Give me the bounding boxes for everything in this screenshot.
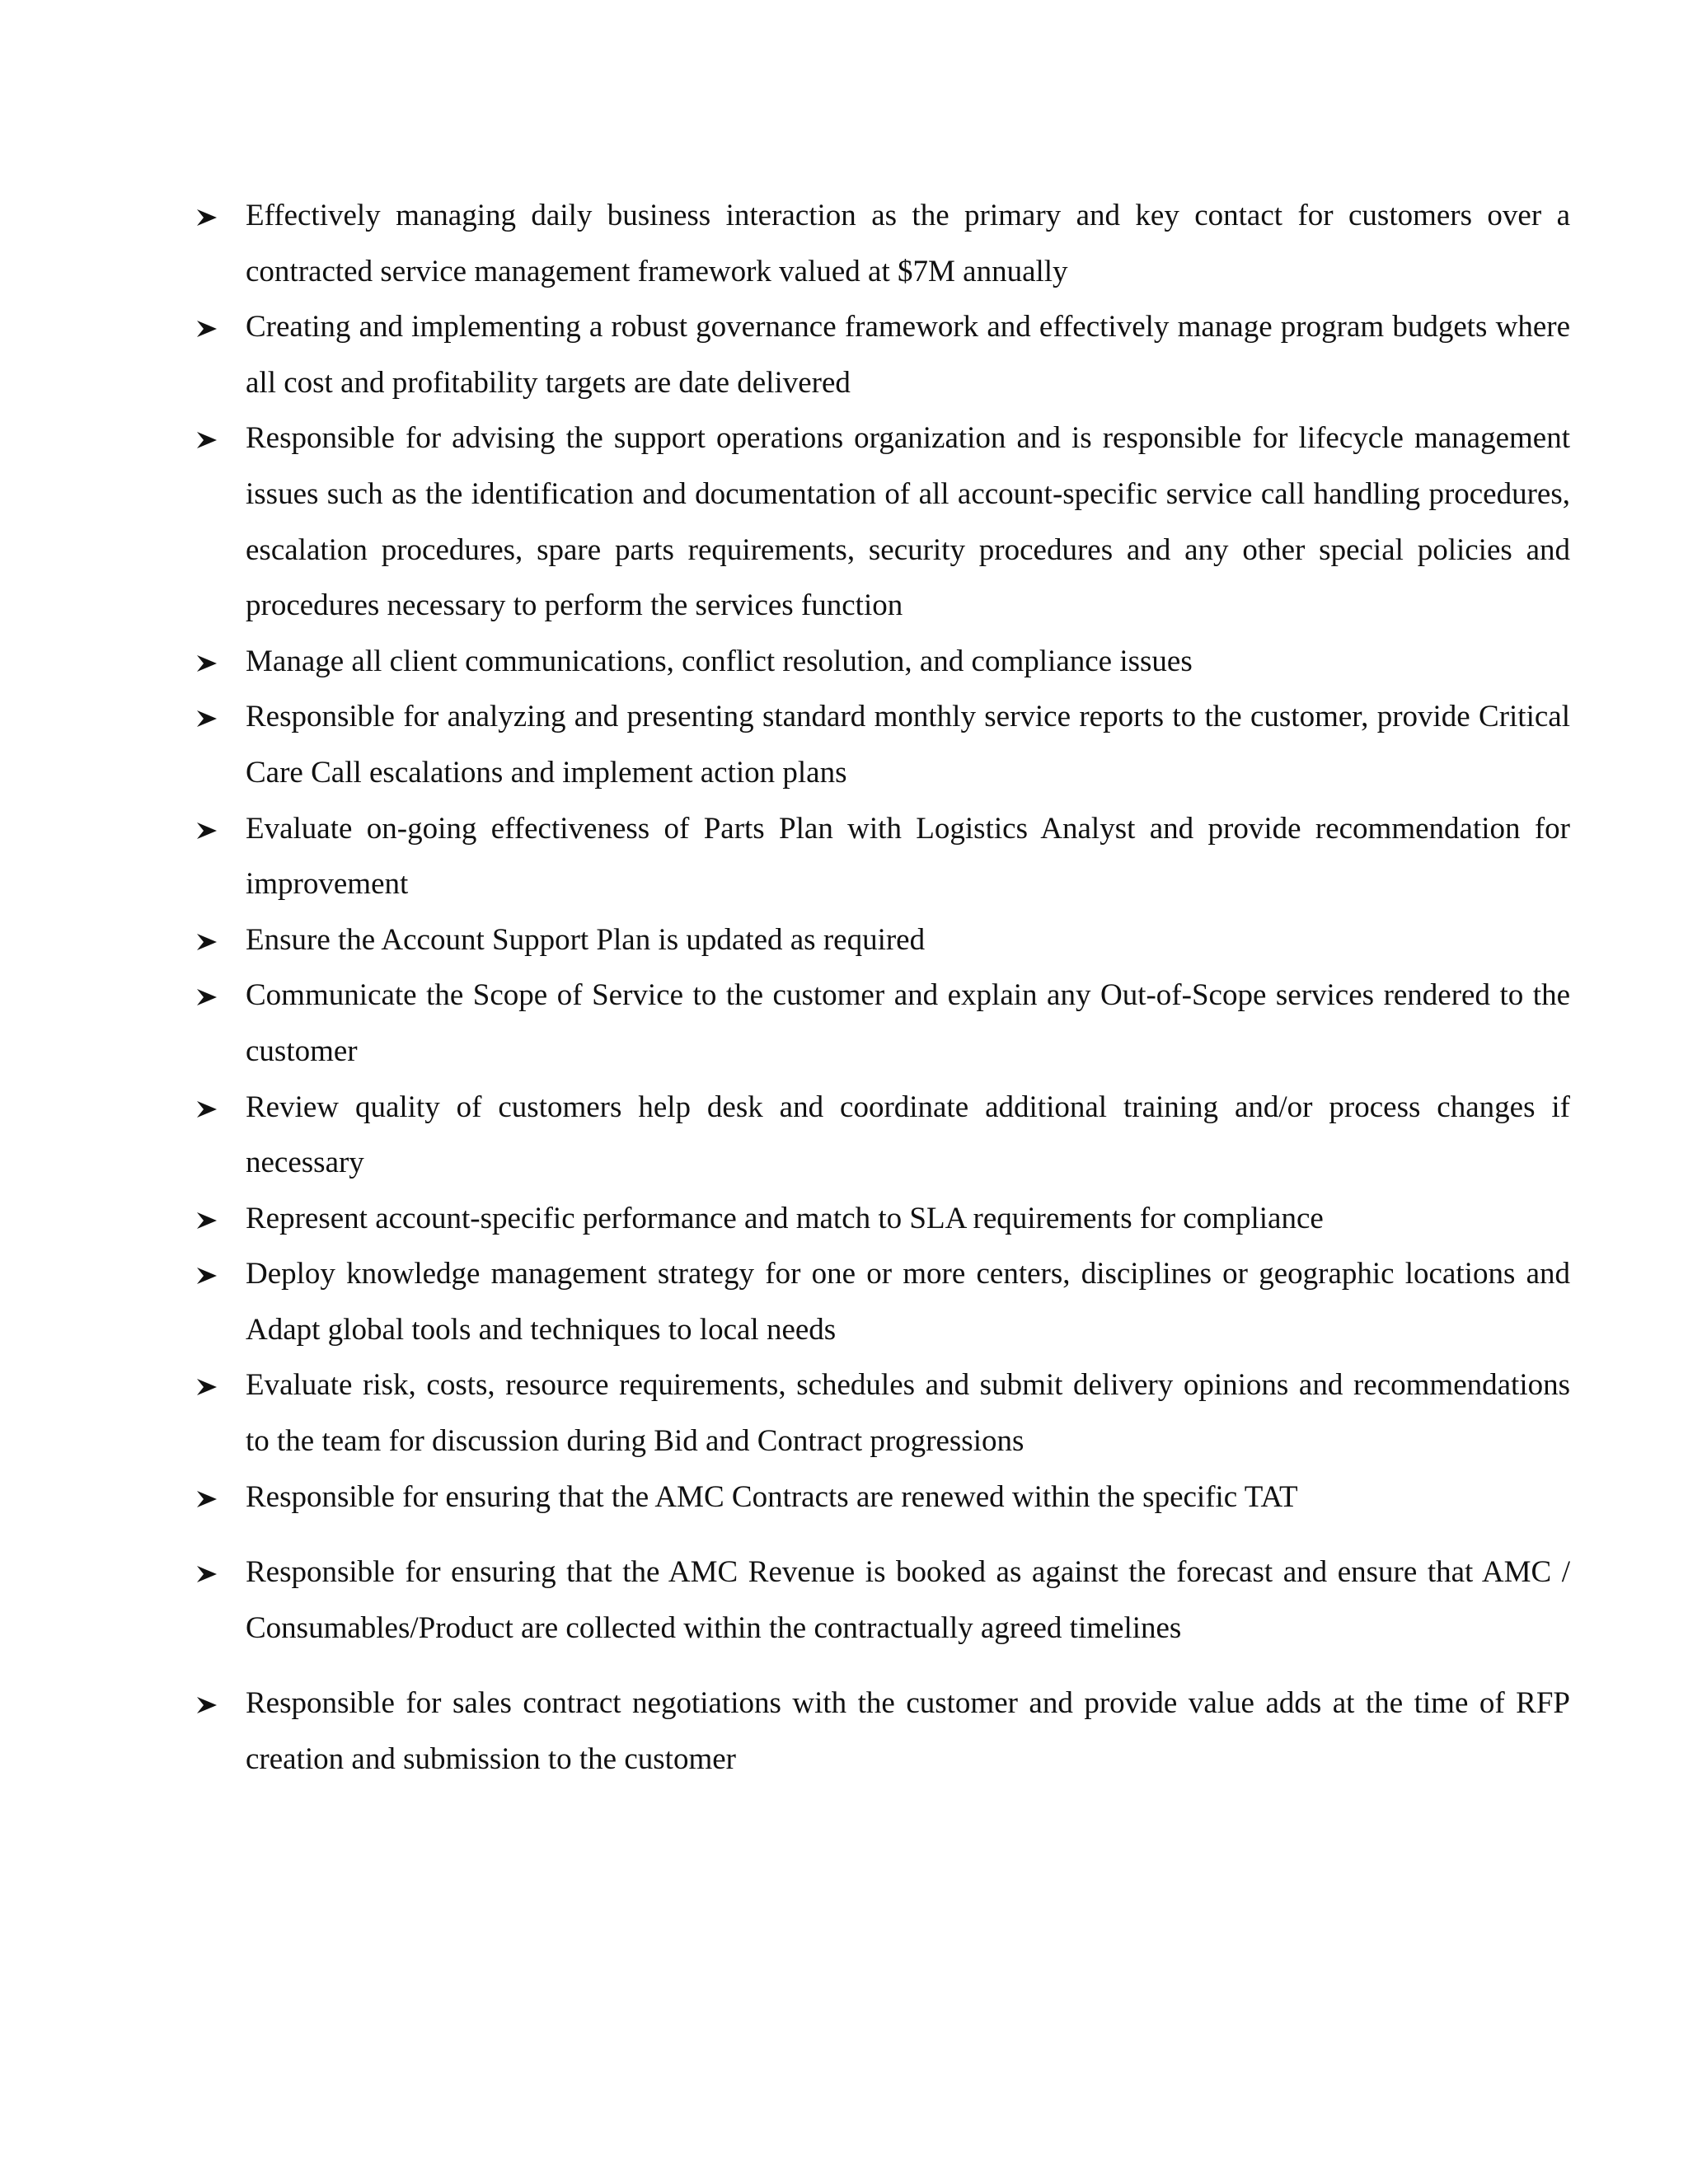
list-item-text: Ensure the Account Support Plan is updated as required [246,922,926,957]
list-item-text: Responsible for sales contract negotiations with the customer and provide value adds at the time of RFP creation and submission to the customer [246,1686,1570,1777]
arrowhead-bullet-icon [196,1100,218,1118]
list-item [196,689,1570,800]
arrowhead-bullet-icon [196,988,218,1006]
list-item [196,1246,1570,1357]
list-item-text: Evaluate on-going effectiveness of Parts Plan with Logistics Analyst and provide recommendation for improvement [246,811,1570,902]
arrowhead-bullet-icon [196,710,218,728]
list-item-text: Communicate the Scope of Service to the customer and explain any Out-of-Scope services rendered to the customer [246,978,1570,1068]
list-item-text: Review quality of customers help desk and coordinate additional training and/or process changes if necessary [246,1090,1570,1180]
arrowhead-bullet-icon [196,1378,218,1396]
list-item [196,968,1570,1079]
list-item [196,801,1570,912]
list-item-text: Responsible for ensuring that the AMC Revenue is booked as against the forecast and ensure that AMC / Consumables/Product are collected within the contractually agreed timelines [246,1555,1570,1645]
responsibilities-list [196,188,1570,1788]
list-item [196,1080,1570,1191]
list-item [196,1469,1570,1526]
list-item [196,1544,1570,1656]
list-item-text: Responsible for ensuring that the AMC Contracts are renewed within the specific TAT [246,1479,1298,1514]
list-item [196,912,1570,968]
arrowhead-bullet-icon [196,320,218,338]
arrowhead-bullet-icon [196,654,218,673]
list-item [196,634,1570,690]
arrowhead-bullet-icon [196,1212,218,1230]
list-item-text: Deploy knowledge management strategy for one or more centers, disciplines or geographic locations and Adapt global tools and techniques to local needs [246,1257,1570,1347]
list-item-text: Manage all client communications, conflict resolution, and compliance issues [246,644,1193,678]
arrowhead-bullet-icon [196,822,218,840]
arrowhead-bullet-icon [196,431,218,449]
list-item [196,188,1570,299]
list-item [196,1191,1570,1247]
list-item-text: Creating and implementing a robust governance framework and effectively manage program budgets where all cost and profitability targets are date delivered [246,310,1570,400]
list-item-text: Represent account-specific performance and match to SLA requirements for compliance [246,1201,1324,1235]
arrowhead-bullet-icon [196,1267,218,1285]
arrowhead-bullet-icon [196,933,218,951]
list-item-text: Evaluate risk, costs, resource requirements, schedules and submit delivery opinions and recommendations to the team for discussion during Bid and Contract progressions [246,1368,1570,1459]
list-item [196,1357,1570,1469]
list-item-text: Effectively managing daily business interaction as the primary and key contact for customers over a contracted service management framework valued at $7M annually [246,199,1570,288]
list-item [196,1675,1570,1787]
list-item-text: Responsible for analyzing and presenting standard monthly service reports to the customer, provide Critical Care Call escalations and implement action plans [246,700,1570,790]
list-item-text: Responsible for advising the support operations organization and is responsible for lifecycle management issues such as the identification and documentation of all account-specific service call handling procedures, escalation procedures, spare parts requirements, security procedures and any other special policies and procedures necessary to perform the services function [246,421,1570,623]
arrowhead-bullet-icon [196,209,218,227]
list-item [196,410,1570,633]
arrowhead-bullet-icon [196,1696,218,1714]
arrowhead-bullet-icon [196,1490,218,1508]
arrowhead-bullet-icon [196,1565,218,1583]
list-item [196,299,1570,410]
